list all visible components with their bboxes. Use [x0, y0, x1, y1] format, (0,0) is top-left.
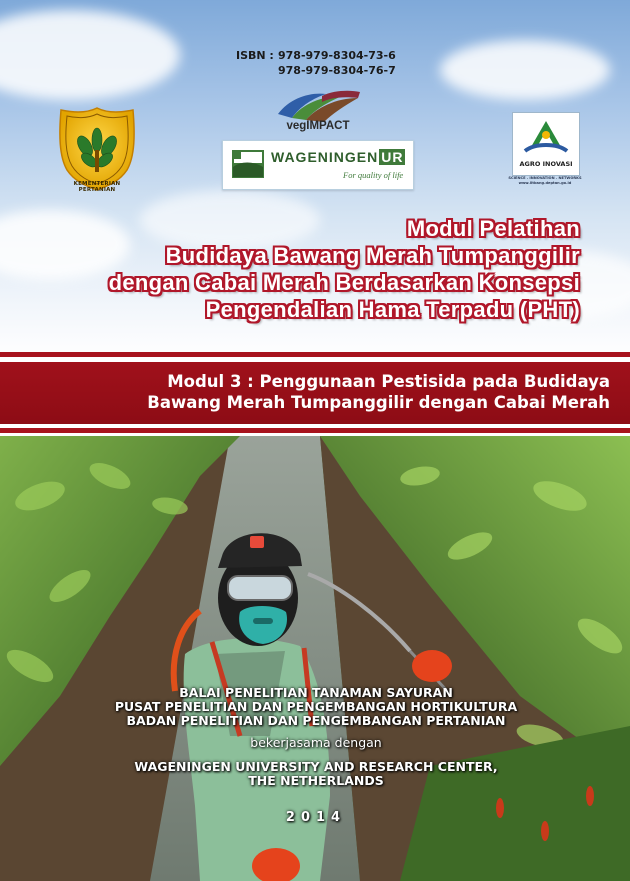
isbn-number: 978-979-8304-73-6 — [278, 49, 396, 62]
partner-line: WAGENINGEN UNIVERSITY AND RESEARCH CENTER, — [134, 759, 498, 774]
agro-inovasi-logo-icon — [513, 113, 579, 159]
wur-logo-icon — [231, 149, 265, 179]
module-band — [0, 362, 630, 424]
publisher-line: BADAN PENELITIAN DAN PENGEMBANGAN PERTANIAN — [126, 713, 506, 728]
kementerian-caption: KEMENTERIAN PERTANIAN — [73, 181, 121, 193]
publication-year: 2014 — [285, 810, 347, 825]
title-line: Modul Pelatihan — [406, 216, 580, 241]
isbn-number: 978-979-8304-76-7 — [278, 64, 396, 77]
isbn-block — [236, 48, 396, 78]
band-divider-bottom — [0, 428, 630, 433]
title-line: dengan Cabai Merah Berdasarkan Konsepsi — [108, 270, 580, 295]
band-divider-top — [0, 352, 630, 357]
agro-inovasi-name: AGRO INOVASI — [519, 160, 573, 168]
agro-inovasi-logo — [512, 112, 580, 176]
wur-tagline: For quality of life — [343, 170, 404, 180]
publisher-line: PUSAT PENELITIAN DAN PENGEMBANGAN HORTIKULTURA — [114, 699, 518, 714]
publisher-line: BALAI PENELITIAN TANAMAN SAYURAN — [179, 685, 453, 700]
title-line: Budidaya Bawang Merah Tumpanggilir — [165, 243, 580, 268]
module-line: Modul 3 : Penggunaan Pestisida pada Budidaya — [167, 372, 610, 391]
agro-inovasi-subline: SCIENCE . INNOVATION . NETWORKS www.litbang.deptan.go.id — [508, 176, 582, 185]
collab-text: bekerjasama dengan — [250, 735, 382, 750]
module-line: Bawang Merah Tumpanggilir dengan Cabai Merah — [147, 393, 610, 412]
vegimpact-name: vegIMPACT — [286, 120, 350, 132]
title-line: Pengendalian Hama Terpadu (PHT) — [205, 297, 580, 322]
wur-ur-badge: UR — [381, 149, 404, 165]
isbn-label: ISBN : — [236, 49, 274, 62]
partner-line: THE NETHERLANDS — [248, 773, 384, 788]
cover-title — [20, 215, 580, 323]
wur-name: WAGENINGEN — [271, 149, 379, 165]
publisher-block — [78, 686, 554, 825]
wageningen-ur-logo — [222, 140, 414, 190]
